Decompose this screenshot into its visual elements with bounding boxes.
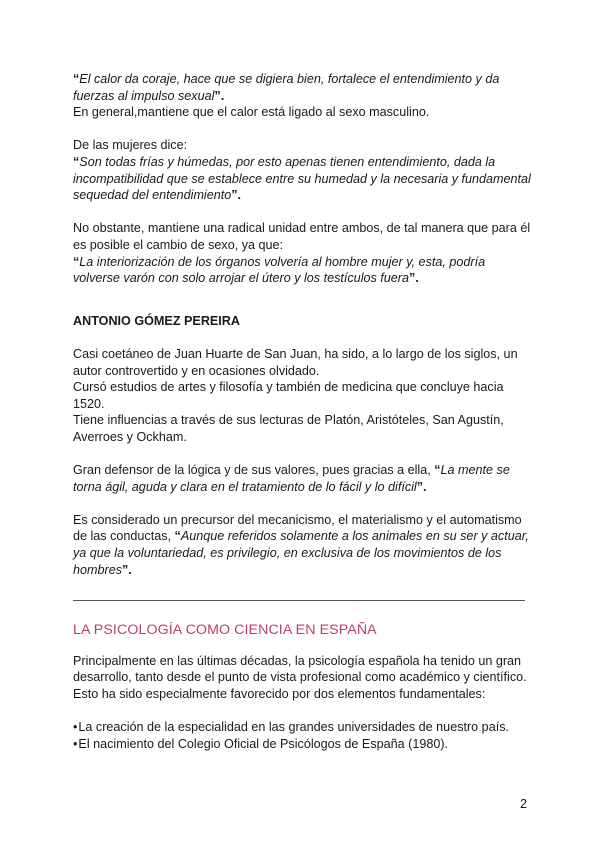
heading-antonio-gomez-pereira: ANTONIO GÓMEZ PEREIRA [73, 313, 240, 328]
paragraph-coetaneo: Casi coetáneo de Juan Huarte de San Juan, ha sido, a lo largo de los siglos, un autor controvertido y en ocasiones olvidado. [73, 346, 518, 378]
bullet-item: • La creación de la especialidad en las grandes universidades de nuestro país. [73, 719, 531, 736]
paragraph-estudios: Cursó estudios de artes y filosofía y también de medicina que concluye hacia 1520. [73, 380, 504, 411]
paragraph-logica: Gran defensor de la lógica y de sus valores, pues gracias a ella, “La mente se torna ágil, aguda y clara en el tratamiento de lo fácil y lo difícil”. [73, 463, 510, 494]
paragraph-influencias: Tiene influencias a través de sus lecturas de Platón, Aristóteles, San Agustín, Averroes y Ockham. [73, 413, 504, 444]
quote-text: El calor da coraje, hace que se digiera bien, fortalece el entendimiento y da fuerzas al impulso sexual [73, 72, 500, 103]
paragraph-calor-masculino: En general,mantiene que el calor está ligado al sexo masculino. [73, 105, 430, 120]
paragraph-psicologia-espanola: Principalmente en las últimas décadas, la psicología española ha tenido un gran desarrollo, tanto desde el punto de vista profesional como académico y científico. Esto ha sido especialmente favorecido por dos elementos fundamentales: [73, 653, 527, 701]
page-content [73, 71, 531, 752]
paragraph-unidad: No obstante, mantiene una radical unidad entre ambos, de tal manera que para él es posible el cambio de sexo, ya que: [73, 221, 531, 252]
quote-text: La interiorización de los órganos volvería al hombre mujer y, esta, podría volverse varón con solo arrojar el útero y los testículos fuera [73, 254, 486, 286]
quote-text: Son todas frías y húmedas, por esto apenas tienen entendimiento, dada la incompatibilidad que se establece entre su humedad y la necesaria y fundamental sequedad del entendimiento [73, 154, 531, 203]
paragraph-mujeres-intro: De las mujeres dice: [73, 138, 188, 153]
quote-paragraph-organos: “La interiorización de los órganos volvería al hombre mujer y, esta, podría volverse varón con solo arrojar el útero y los testículos fuera”. [73, 254, 486, 286]
quote-paragraph-calor: “El calor da coraje, hace que se digiera bien, fortalece el entendimiento y da fuerzas al impulso sexual”. [73, 72, 500, 103]
quote-paragraph-mujeres: “Son todas frías y húmedas, por esto apenas tienen entendimiento, dada la incompatibilidad que se establece entre su humedad y la necesaria y fundamental sequedad del entendimiento”. [73, 154, 531, 203]
paragraph-mecanicismo: Es considerado un precursor del mecanicismo, el materialismo y el automatismo de las conductas, “Aunque referidos solamente a los animales en su ser y actuar, ya que la voluntariedad, es privilegio, en exclusiva de los movimientos de los hombres”. [73, 512, 529, 577]
quote-text: La mente se torna ágil, aguda y clara en el tratamiento de lo fácil y lo difícil [73, 463, 510, 494]
bullet-item: • El nacimiento del Colegio Oficial de Psicólogos de España (1980). [73, 736, 531, 753]
quote-text: Aunque referidos solamente a los animales en su ser y actuar, ya que la voluntariedad, es privilegio, en exclusiva de los movimientos de los hombres [73, 529, 529, 577]
section-title: LA PSICOLOGÍA COMO CIENCIA EN ESPAÑA [73, 622, 377, 639]
page-number: 2 [519, 797, 527, 811]
